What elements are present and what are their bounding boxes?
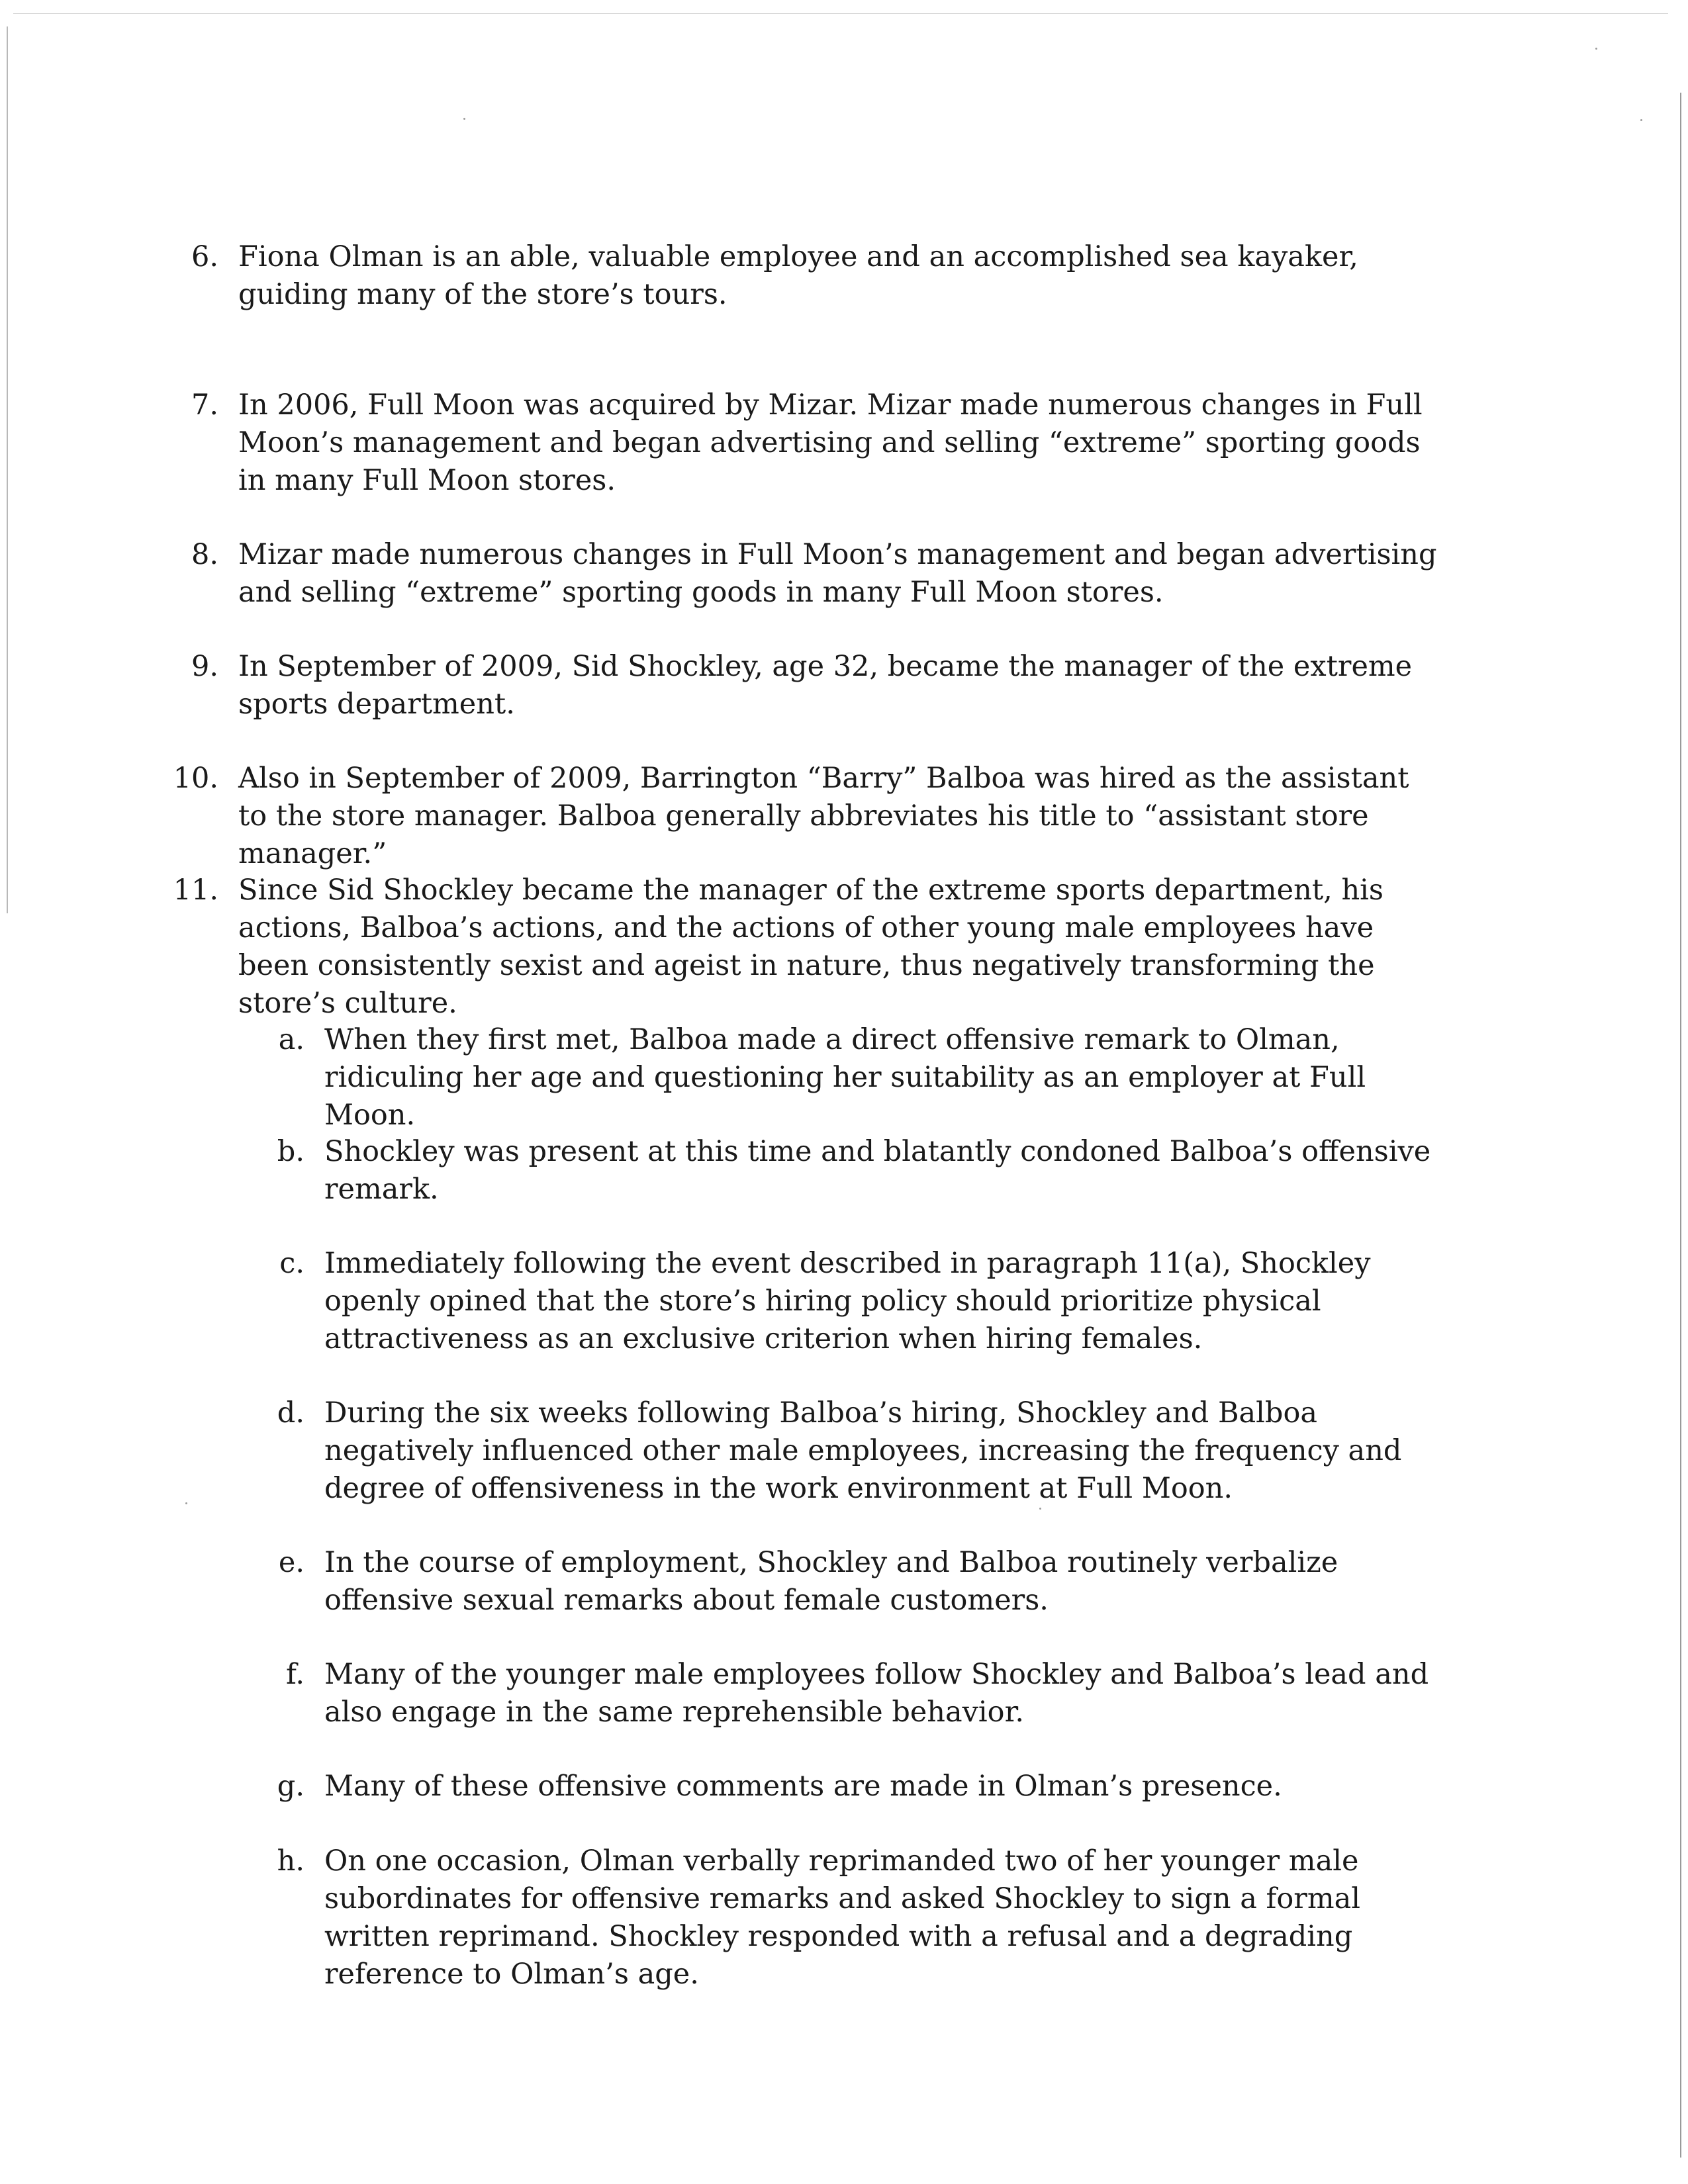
paragraph-number: 10.	[173, 762, 218, 795]
subparagraph-text: When they first met, Balboa made a direct offensive remark to Olman, ridiculing her age and questioning her suitability as an employer at Full Moon.	[324, 1023, 1366, 1132]
paragraph-number: 7.	[191, 388, 218, 422]
subparagraph-letter: d.	[277, 1396, 305, 1430]
paragraph-7	[0, 387, 1688, 497]
paragraph-number: 6.	[191, 240, 218, 273]
paragraph-text: In September of 2009, Sid Shockley, age 32, became the manager of the extreme sports department.	[238, 650, 1413, 721]
subparagraph-a	[0, 1021, 1688, 1132]
subparagraph-text: Shockley was present at this time and blatantly condoned Balboa’s offensive remark.	[324, 1135, 1431, 1206]
subparagraph-d	[0, 1394, 1688, 1505]
paragraph-text: Fiona Olman is an able, valuable employee and an accomplished sea kayaker, guiding many of the store’s tours.	[238, 240, 1358, 311]
scan-edge-top	[13, 13, 1668, 14]
subparagraph-c	[0, 1245, 1688, 1355]
paragraph-10	[0, 760, 1688, 870]
paragraph-6	[0, 238, 1688, 311]
subparagraph-e	[0, 1544, 1688, 1617]
subparagraph-letter: a.	[278, 1023, 305, 1056]
subparagraph-letter: e.	[278, 1546, 305, 1579]
scan-speck	[1640, 119, 1642, 121]
subparagraph-letter: g.	[277, 1770, 305, 1803]
paragraph-text: In 2006, Full Moon was acquired by Mizar. Mizar made numerous changes in Full Moon’s management and began advertising and selling “extreme” sporting goods in many Full Moon stores.	[238, 388, 1423, 497]
paragraph-8	[0, 536, 1688, 609]
paragraph-11	[0, 872, 1688, 1020]
subparagraph-text: During the six weeks following Balboa’s hiring, Shockley and Balboa negatively influenced other male employees, increasing the frequency and degree of offensiveness in the work environment at Full Moon.	[324, 1396, 1402, 1505]
paragraph-number: 11.	[173, 874, 218, 907]
subparagraph-h	[0, 1843, 1688, 1991]
paragraph-number: 8.	[191, 538, 218, 571]
paragraph-text: Also in September of 2009, Barrington “Barry” Balboa was hired as the assistant to the store manager. Balboa generally abbreviates his title to “assistant store manager.”	[238, 762, 1409, 870]
scan-speck	[1595, 48, 1597, 50]
subparagraph-text: On one occasion, Olman verbally reprimanded two of her younger male subordinates for offensive remarks and asked Shockley to sign a formal written reprimand. Shockley responded with a refusal and a degrading reference to Olman’s age.	[324, 1844, 1361, 1991]
paragraph-text: Since Sid Shockley became the manager of the extreme sports department, his actions, Balboa’s actions, and the actions of other young male employees have been consistently sexist and ageist in nature, thus negatively transforming the store’s culture.	[238, 874, 1383, 1020]
document-body	[0, 238, 1688, 1992]
subparagraph-text: In the course of employment, Shockley and Balboa routinely verbalize offensive sexual remarks about female customers.	[324, 1546, 1338, 1617]
subparagraph-letter: h.	[277, 1844, 305, 1878]
subparagraph-g	[0, 1768, 1688, 1803]
scan-speck	[463, 118, 465, 120]
subparagraph-b	[0, 1133, 1688, 1206]
paragraph-9	[0, 648, 1688, 721]
subparagraph-text: Many of the younger male employees follow Shockley and Balboa’s lead and also engage in the same reprehensible behavior.	[324, 1658, 1429, 1729]
subparagraph-letter: c.	[279, 1247, 305, 1280]
subparagraph-text: Many of these offensive comments are made in Olman’s presence.	[324, 1770, 1282, 1803]
subparagraph-letter: f.	[285, 1658, 305, 1691]
paragraph-number: 9.	[191, 650, 218, 683]
subparagraph-text: Immediately following the event described in paragraph 11(a), Shockley openly opined that the store’s hiring policy should prioritize physical attractiveness as an exclusive criterion when hiring females.	[324, 1247, 1371, 1355]
subparagraph-f	[0, 1656, 1688, 1729]
paragraph-text: Mizar made numerous changes in Full Moon’s management and began advertising and selling “extreme” sporting goods in many Full Moon stores.	[238, 538, 1437, 609]
subparagraph-letter: b.	[277, 1135, 305, 1168]
